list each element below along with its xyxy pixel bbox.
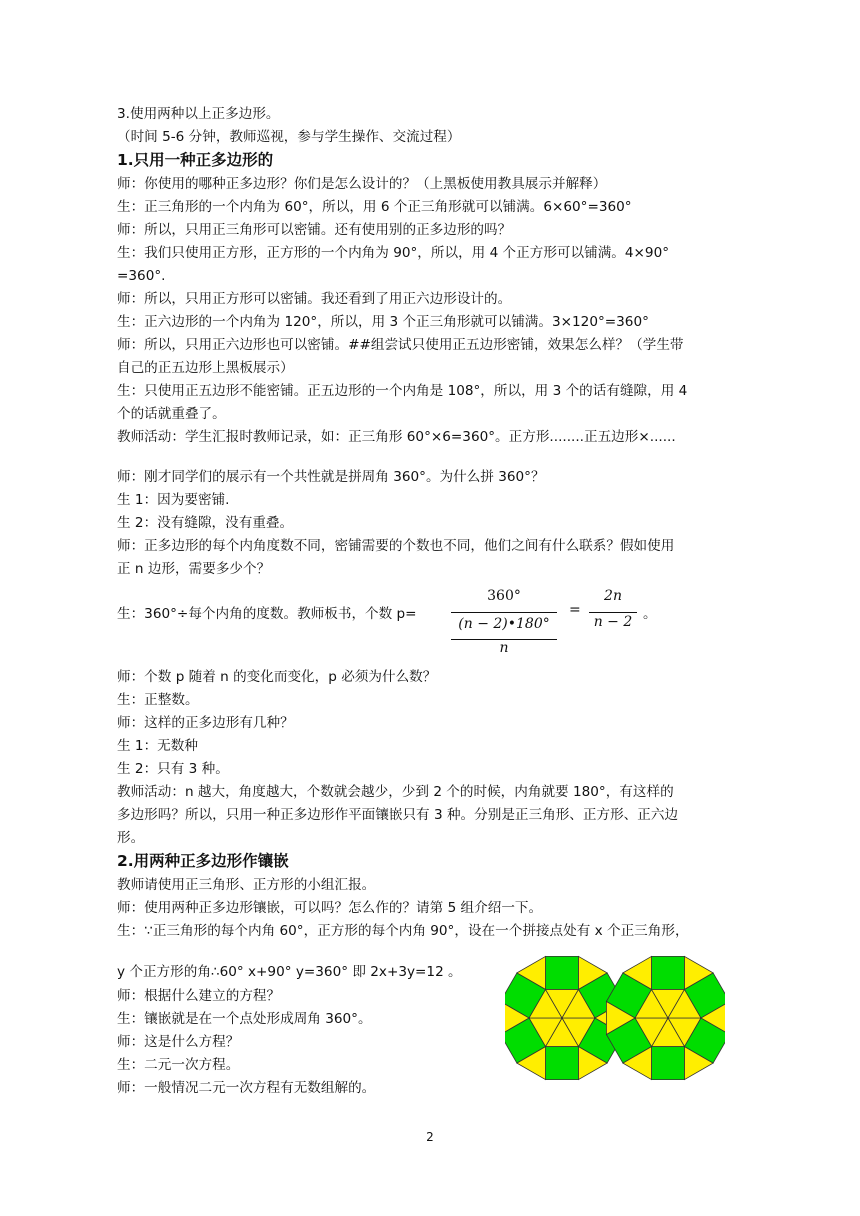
paragraph-line: 师：个数 p 随着 n 的变化而变化，p 必须为什么数？ [117, 669, 437, 685]
tile-square [652, 1047, 685, 1080]
paragraph-line: 生：正三角形的一个内角为 60°，所以，用 6 个正三角形就可以铺满。6×60°=360° [117, 199, 632, 215]
formula-line [117, 588, 717, 658]
paragraph-line: 师：这样的正多边形有几种？ [117, 715, 294, 731]
paragraph-line: 师：所以，只用正三角形可以密铺。还有使用别的正多边形的吗？ [117, 222, 512, 238]
paragraph-line: 3.使用两种以上正多边形。 [117, 106, 280, 122]
paragraph-line: 师：正多边形的每个内角度数不同，密铺需要的个数也不同，他们之间有什么联系？假如使用 [117, 538, 675, 554]
section-heading-1: 1.只用一种正多边形的 [117, 151, 274, 169]
fraction-numerator: 360° [487, 588, 521, 604]
page-number: 2 [426, 1130, 434, 1144]
paragraph-line: 师：这是什么方程？ [117, 1034, 240, 1050]
paragraph-line: 生：正整数。 [117, 692, 199, 708]
paragraph-line: 生 1：因为要密铺. [117, 492, 230, 508]
fraction-numerator: 2n [604, 588, 622, 604]
tile-square [546, 956, 579, 989]
paragraph-line: 师：所以，只用正方形可以密铺。我还看到了用正六边形设计的。 [117, 291, 512, 307]
paragraph-line: 自己的正五边形上黑板展示） [117, 360, 294, 376]
fraction-sub-denominator: n [499, 640, 509, 656]
paragraph-line: 师：所以，只用正六边形也可以密铺。##组尝试只使用正五边形密铺，效果怎么样？（学生带 [117, 337, 684, 353]
paragraph-line: 生 2：没有缝隙，没有重叠。 [117, 515, 294, 531]
paragraph-line: 生：二元一次方程。 [117, 1057, 240, 1073]
paragraph-line: 生：我们只使用正方形，正方形的一个内角为 90°，所以，用 4 个正方形可以铺满。4×90° [117, 245, 670, 261]
fraction-simplified [587, 588, 639, 636]
paragraph-line: 多边形吗？所以，只用一种正多边形作平面镶嵌只有 3 种。分别是正三角形、正方形、正六边 [117, 807, 679, 823]
paragraph-line: 师：刚才同学们的展示有一个共性就是拼周角 360°。为什么拼 360°？ [117, 469, 545, 485]
fraction-count-p [447, 588, 561, 656]
formula-end-punct: 。 [643, 606, 657, 622]
section-heading-2: 2.用两种正多边形作镶嵌 [117, 852, 289, 870]
paragraph-line: （时间 5-6 分钟，教师巡视，参与学生操作、交流过程） [117, 129, 461, 145]
paragraph-line: 生：正六边形的一个内角为 120°，所以，用 3 个正三角形就可以铺满。3×120°=360° [117, 314, 649, 330]
paragraph-line: 正 n 边形，需要多少个？ [117, 561, 271, 577]
paragraph-line: 生：∵正三角形的每个内角 60°，正方形的每个内角 90°，设在一个拼接点处有 x 个正三角形， [117, 923, 689, 939]
paragraph-line: 师：根据什么建立的方程？ [117, 988, 281, 1004]
paragraph-line: 个的话就重叠了。 [117, 406, 226, 422]
paragraph-line: 师：一般情况二元一次方程有无数组解的。 [117, 1080, 376, 1096]
tile-square [546, 1047, 579, 1080]
paragraph-line: 师：你使用的哪种正多边形？你们是怎么设计的？（上黑板使用教具展示并解释） [117, 176, 607, 192]
paragraph-line: 教师活动：学生汇报时教师记录，如：正三角形 60°×6=360°。正方形........正五边形×...... [117, 429, 676, 445]
fraction-denominator: (n − 2)•180° [458, 616, 550, 632]
paragraph-line: 教师请使用正三角形、正方形的小组汇报。 [117, 877, 376, 893]
paragraph-line: 师：使用两种正多边形镶嵌，可以吗？怎么作的？请第 5 组介绍一下。 [117, 900, 543, 916]
paragraph-line: 生 1：无数种 [117, 738, 198, 754]
fraction-bar [451, 612, 557, 613]
fraction-bar [589, 612, 637, 613]
paragraph-line: 生：镶嵌就是在一个点处形成周角 360°。 [117, 1011, 372, 1027]
paragraph-line: =360°. [117, 268, 166, 284]
fraction-denominator: n − 2 [593, 614, 633, 630]
paragraph-line: 教师活动：n 越大，角度越大，个数就会越少，少到 2 个的时候，内角就要 180°，有这样的 [117, 784, 674, 800]
paragraph-line: 形。 [117, 830, 145, 846]
tessellation-figure [505, 954, 725, 1082]
equals-sign: = [569, 602, 581, 618]
paragraph-line: 生：只使用正五边形不能密铺。正五边形的一个内角是 108°，所以，用 3 个的话有缝隙，用 4 [117, 383, 688, 399]
formula-lead-text: 生：360°÷每个内角的度数。教师板书，个数 p= [117, 606, 417, 622]
tile-square [652, 956, 685, 989]
paragraph-line: y 个正方形的角∴60° x+90° y=360° 即 2x+3y=12 。 [117, 964, 462, 980]
paragraph-line: 生 2：只有 3 种。 [117, 761, 229, 777]
